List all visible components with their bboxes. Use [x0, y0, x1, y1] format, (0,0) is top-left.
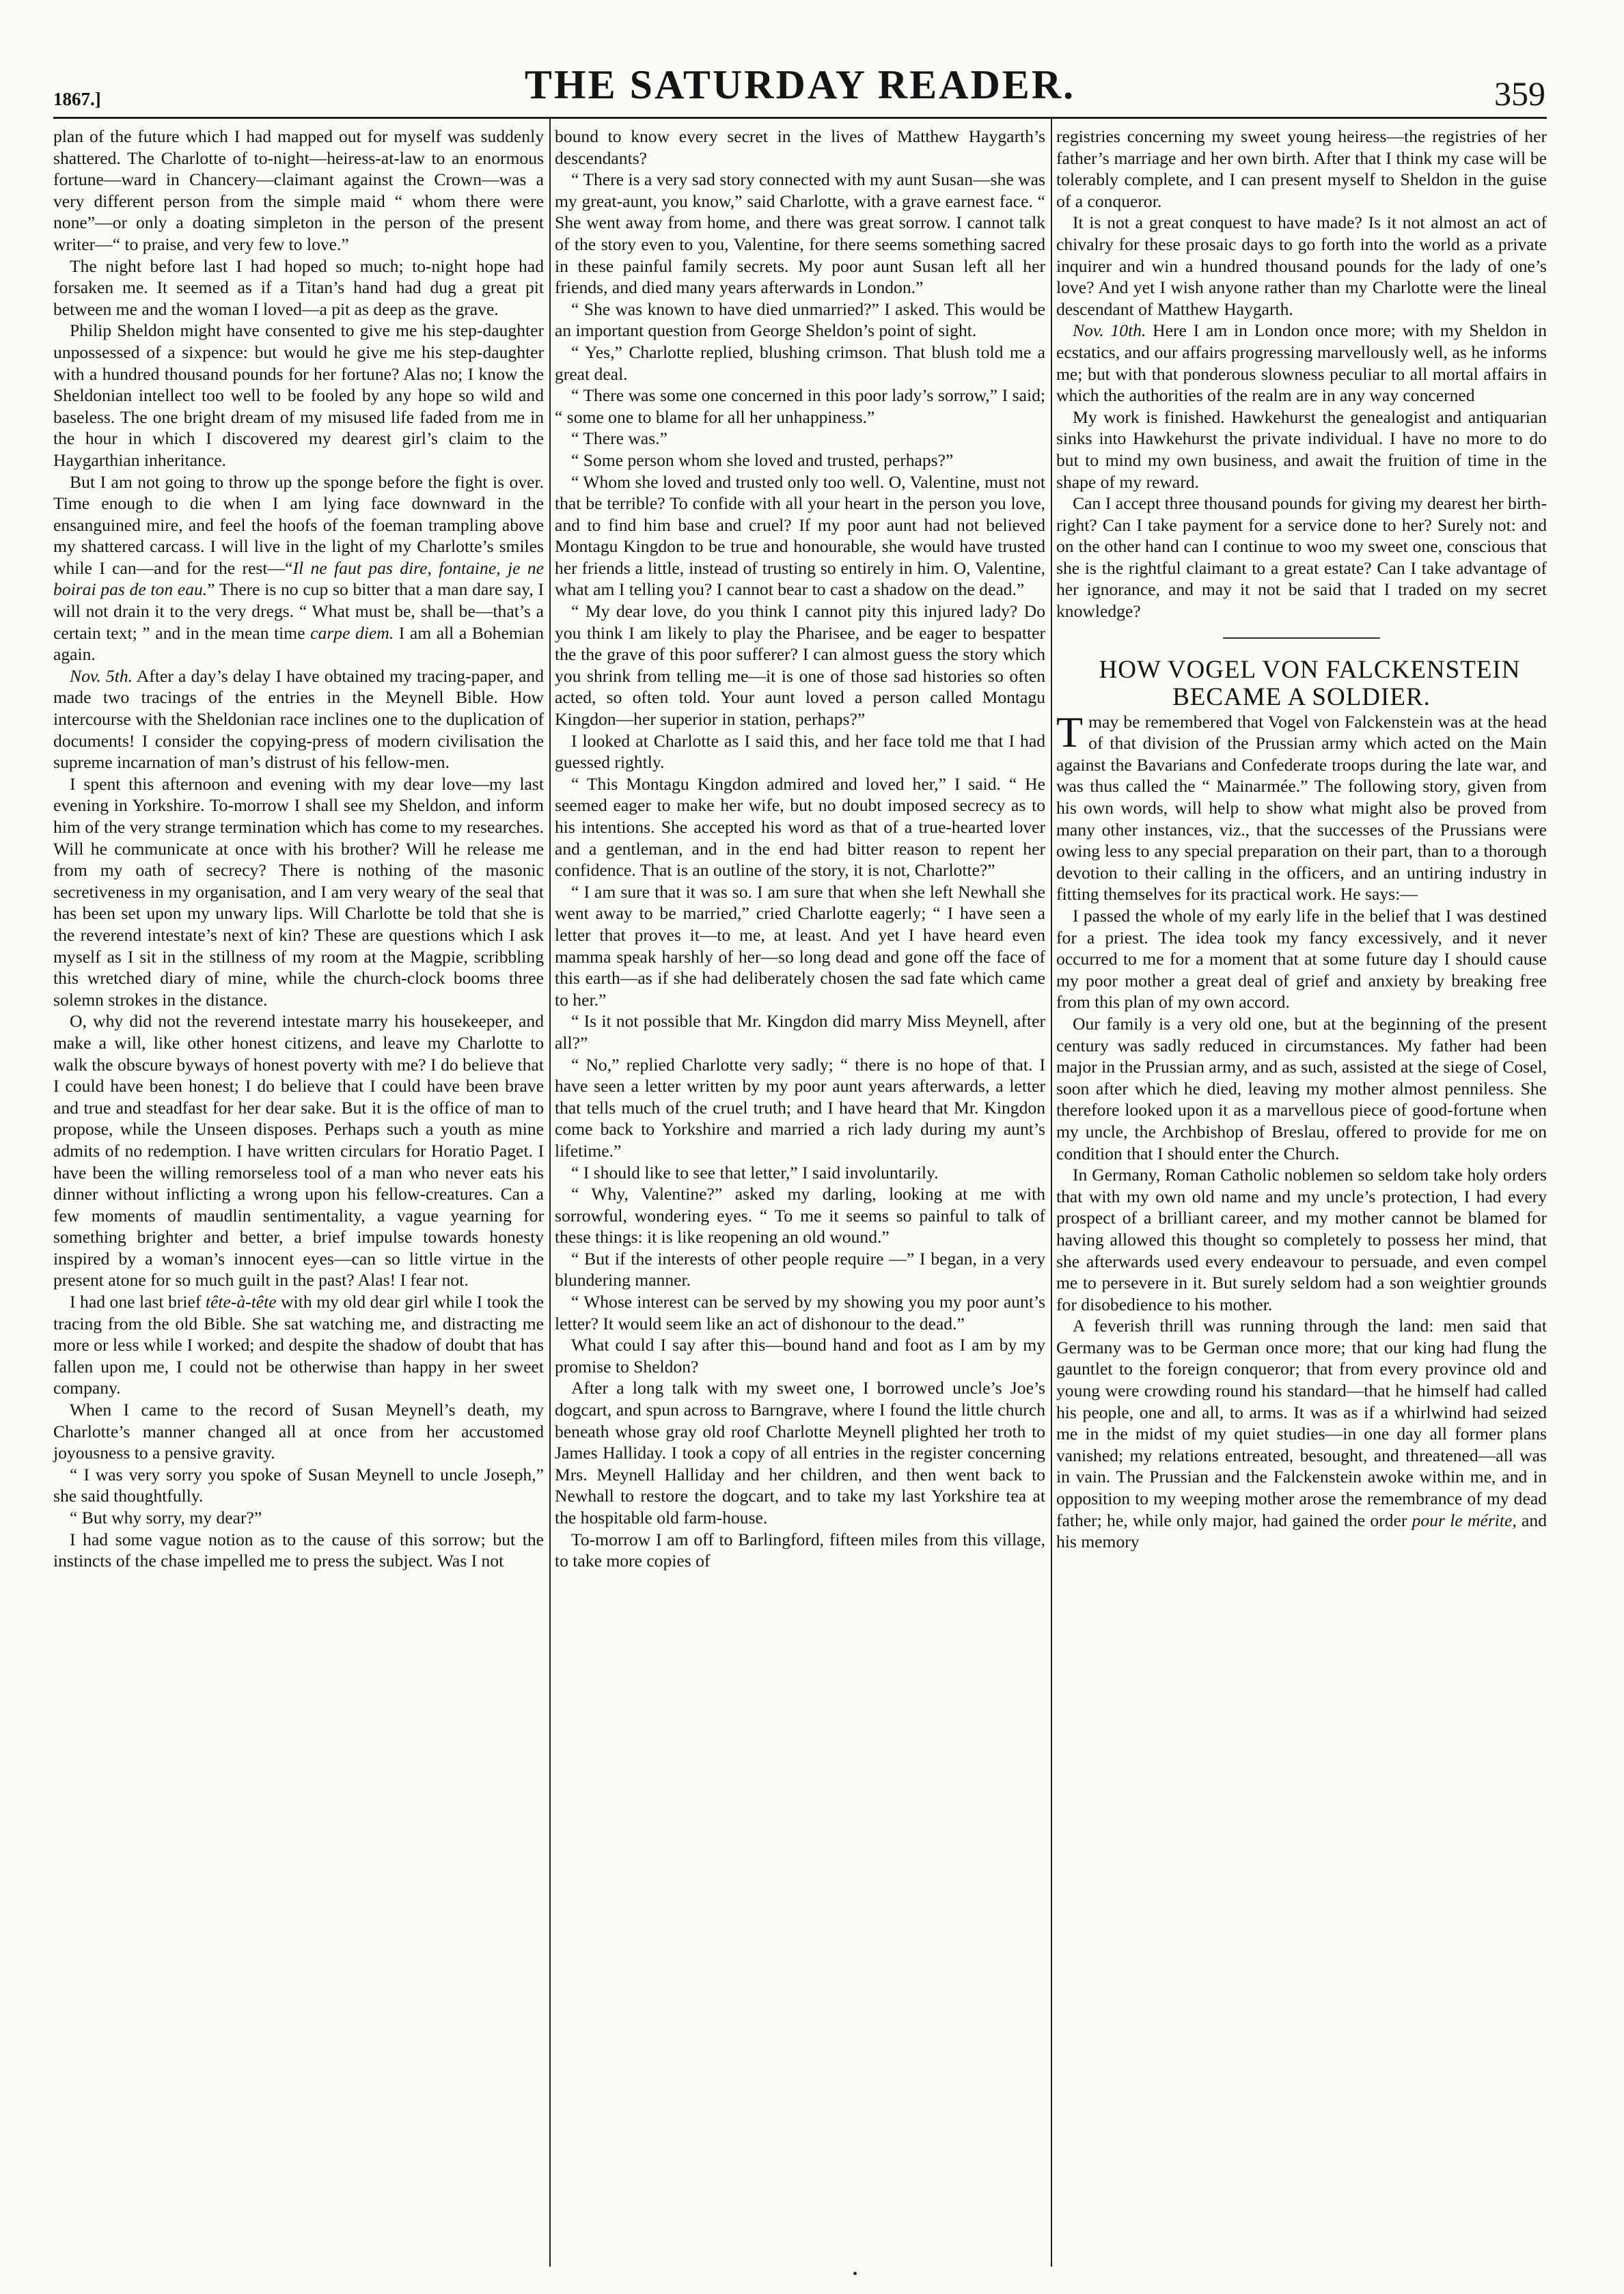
french-phrase: tête-à-tête	[205, 1292, 277, 1312]
paragraph: O, why did not the reverend intestate marry his housekeeper, and make a will, like other honest citizens, and leave my Charlotte to walk the obscure byways of honest poverty with me? I do believe that I could have been honest; I do believe that I could have been brave and true and steadfast for her dear sake. But it is the office of man to propose, while the Unseen disposes. Perhaps such a youth as mine admits of no redemption. I have written circulars for Horatio Paget. I have been the willing remorseless tool of a man who never eats his dinner without inflicting a wrong upon his fellow-creatures. Can a few moments of maudlin sentimentality, a vague yearning for something brighter and better, a brief impulse towards honesty inspired by a woman’s innocent eyes—can so little virtue in the present atone for so much guilt in the past? Alas! I fear not.	[53, 1011, 544, 1290]
diary-date: Nov. 5th.	[70, 665, 133, 686]
paragraph: Our family is a very old one, but at the beginning of the present century was sadly reduced in circumstances. My father had been major in the Prussian army, and as such, assisted at the siege of Cosel, soon after which he died, leaving my mother almost penniless. She therefore looked upon it as a marvellous piece of good-fortune when my uncle, the Archbishop of Breslau, offered to provide for me on condition that I should enter the Church.	[1056, 1013, 1547, 1163]
paragraph: The night before last I had hoped so much; to-night hope had forsaken me. It seemed as if a Titan’s hand had dug a great pit between me and the woman I loved—a pit as deep as the grave.	[53, 255, 544, 319]
article-lead-paragraph	[1056, 707, 1547, 905]
paragraph: registries concerning my sweet young heiress—the registries of her father’s marriage and her own birth. After that I think my case will be tolerably complete, and I can present myself to Sheldon in the guise of a conqueror.	[1056, 126, 1547, 211]
paragraph: bound to know every secret in the lives of Matthew Haygarth’s descendants?	[555, 126, 1045, 168]
paragraph: “ She was known to have died unmarried?” I asked. This would be an important question from George Sheldon’s point of sight.	[555, 299, 1045, 341]
paragraph	[53, 1291, 544, 1399]
paragraph	[53, 471, 544, 665]
paragraph: When I came to the record of Susan Meynell’s death, my Charlotte’s manner changed all at once from her accustomed joyousness to a pensive gravity.	[53, 1400, 544, 1463]
paragraph: plan of the future which I had mapped out for myself was suddenly shattered. The Charlotte of to-night—heiress-at-law to an enormous fortune—ward in Chancery—claimant against the Crown—was a very different person from the simple maid “ whom there were none”—or only a doating simpleton in the person of the present writer—“ to praise, and very few to love.”	[53, 126, 544, 254]
text-run: may be remembered that Vogel von Falckenstein was at the head of that division of the Prussian army which acted on the Main against the Bavarians and Confederate troops during the late war, and was thus called the “ Mainarmée.” The following story, given from his own words, will help to show what might also be proved from many other instances, viz., that the successes of the Prussians were owing less to any special preparation on their part, than to a thorough devotion to their calling in the officers, and an untiring industry in fitting themselves for its practical work. He says:—	[1056, 711, 1547, 904]
article-separator	[1223, 637, 1380, 639]
text-run: ” There is no cup so bitter that a man dare say, I will not drain it to the very dregs. “ What must be, shall be—that’s a certain text; ” and in the mean time	[53, 579, 544, 643]
text-run: Here I am in London once more; with my Sheldon in ecstatics, and our affairs progressing marvellously well, as he informs me; but with that ponderous slowness peculiar to all mortal affairs in which the authorities of the realm are in any way concerned	[1056, 320, 1547, 406]
text-run: A feverish thrill was running through the land: men said that Germany was to be German once more; that our king had flung the gauntlet to the foreign conqueror; that from every province old and young were crowding round his standard—that he himself had called his people, one and all, to arms. It was as if a whirlwind had seized me in the midst of my quiet studies—in one day all former plans vanished; my relations entreated, besought, and threatened—all was in vain. The Prussian and the Falckenstein awoke within me, and in opposition to my weeping mother arose the remembrance of my dead father; he, while only major, had gained the order	[1056, 1316, 1547, 1530]
text-run: After a day’s delay I have obtained my tracing-paper, and made two tracings of the entries in the Meynell Bible. How intercourse with the Sheldonian race inclines one to the duplication of documents! I consider the copying-press of modern civilisation the supreme incarnation of man’s distrust of his fellow-men.	[53, 665, 544, 773]
column-divider	[549, 119, 551, 2267]
paragraph: “ There was.”	[571, 428, 668, 449]
text-run: I am all a Bohemian again.	[53, 622, 544, 665]
masthead-title: THE SATURDAY READER.	[524, 62, 1076, 107]
drop-cap: T	[1056, 707, 1084, 756]
paragraph: “ But if the interests of other people require —” I began, in a very blundering manner.	[555, 1248, 1045, 1290]
footer-mark: •	[853, 2267, 858, 2282]
column-divider	[1051, 119, 1052, 2267]
paragraph: It is not a great conquest to have made? Is it not almost an act of chivalry for these prosaic days to go forth into the world as a private inquirer and win a hundred thousand pounds for the lady of one’s love? And yet I wish anyone rather than my Charlotte were the lineal descendant of Matthew Haygarth.	[1056, 212, 1547, 319]
header-rule	[53, 117, 1547, 119]
paragraph: “ I was very sorry you spoke of Susan Meynell to uncle Joseph,” she said thoughtfully.	[53, 1464, 544, 1506]
paragraph: To-morrow I am off to Barlingford, fifteen miles from this village, to take more copies of	[555, 1529, 1045, 1571]
issue-year: 1867.]	[53, 89, 101, 109]
paragraph: I passed the whole of my early life in the belief that I was destined for a priest. The idea took my fancy excessively, and it never occurred to me for a moment that at some future day I should cause my poor mother a great deal of grief and anxiety by breaking free from this plan of my own accord.	[1056, 906, 1547, 1012]
paragraph: Philip Sheldon might have consented to give me his step-daughter unpossessed of a sixpence: but would he give me his step-daughter with a hundred thousand pounds for her fortune? Alas no; I know the Sheldonian intellect too well to be fooled by any hope so wild and baseless. The one bright dream of my misused life faded from me in the hour in which I discovered my dearest girl’s claim to the Haygarthian inheritance.	[53, 320, 544, 470]
newspaper-page	[53, 0, 1547, 2294]
paragraph: “ There is a very sad story connected with my aunt Susan—she was my great-aunt, you know,” said Charlotte, with a grave earnest face. “ She went away from home, and there was great sorrow. I cannot talk of the story even to you, Valentine, for there seems something sacred in these painful family secrets. My poor aunt Susan left all her friends, and died many years afterwards in London.”	[555, 169, 1045, 298]
text-run: I had one last brief	[70, 1292, 206, 1312]
order-name: pour le mérite,	[1412, 1510, 1517, 1530]
paragraph	[1056, 1315, 1547, 1553]
paragraph: I spent this afternoon and evening with my dear love—my last evening in Yorkshire. To-morrow I shall see my Sheldon, and inform him of the very strange termination which has come to my researches. Will he communicate at once with his brother? Will he release me from my oath of secrecy? There is nothing of the masonic secretiveness in my organisation, and I am very weary of the seal that has been set upon my unwary lips. Will Charlotte be told that she is the reverend intestate’s next of kin? These are questions which I ask myself as I sit in the stillness of my room at the Magpie, scribbling this wretched diary of mine, while the church-clock booms three solemn strokes in the distance.	[53, 773, 544, 1010]
paragraph: After a long talk with my sweet one, I borrowed uncle’s Joe’s dogcart, and spun across to Barngrave, where I found the little church beneath whose gray old roof Charlotte Meynell plighted her troth to James Halliday. I took a copy of all entries in the register concerning Mrs. Meynell Halliday and her children, and then went back to Newhall to restore the dogcart, and to take my last Yorkshire tea at the hospitable old farm-house.	[555, 1378, 1045, 1528]
diary-entry	[1056, 320, 1547, 406]
diary-date: Nov. 10th.	[1073, 320, 1146, 341]
text-run: But I am not going to throw up the sponge before the fight is over. Time enough to die when I am lying face downward in the ensanguined mire, and feel the hoofs of the foeman trampling above my shattered carcass. I will live in the light of my Charlotte’s smiles while I can—and for the rest—“	[53, 471, 544, 578]
page-header	[53, 52, 1547, 118]
paragraph: “ But why sorry, my dear?”	[70, 1508, 262, 1528]
paragraph: “ There was some one concerned in this poor lady’s sorrow,” I said; “ some one to blame for all her unhappiness.”	[555, 385, 1045, 427]
column-2	[555, 126, 1045, 1572]
paragraph: What could I say after this—bound hand and foot as I am by my promise to Sheldon?	[555, 1335, 1045, 1377]
paragraph: “ Whom she loved and trusted only too well. O, Valentine, must not that be terrible? To confide with all your heart in the person you love, and to find him base and cruel? If my poor aunt had not believed Montagu Kingdon to be true and honourable, she would have trusted her friends a little, instead of trusting so entirely in him. O, Valentine, what am I telling you? I cannot bear to cast a shadow on the dead.”	[555, 471, 1045, 600]
paragraph: “ Yes,” Charlotte replied, blushing crimson. That blush told me a great deal.	[555, 342, 1045, 384]
paragraph: I looked at Charlotte as I said this, and her face told me that I had guessed rightly.	[555, 730, 1045, 773]
paragraph: My work is finished. Hawkehurst the genealogist and antiquarian sinks into Hawkehurst the private individual. I have no more to do but to mind my own business, and await the fruition of time in the shape of my reward.	[1056, 406, 1547, 492]
paragraph: “ This Montagu Kingdon admired and loved her,” I said. “ He seemed eager to make her wife, but no doubt imposed secrecy as to his intentions. She accepted his word as that of a true-hearted lover and a gentleman, and in the end had bitter reason to repent her confidence. That is an outline of the story, it is not, Charlotte?”	[555, 773, 1045, 881]
paragraph: “ Why, Valentine?” asked my darling, looking at me with sorrowful, wondering eyes. “ To me it seems so painful to talk of these things: it is like reopening an old wound.”	[555, 1184, 1045, 1247]
paragraph: “ I am sure that it was so. I am sure that when she left Newhall she went away to be married,” cried Charlotte eagerly; “ I have seen a letter that proves it—to me, at least. And yet I have heard even mamma speak harshly of her—so long dead and gone off the face of this earth—as if she had deliberately chosen the sad fate which came to her.”	[555, 881, 1045, 1010]
paragraph: “ My dear love, do you think I cannot pity this injured lady? Do you think I am likely to play the Pharisee, and be eager to bespatter the the grave of this poor sufferer? I can almost guess the story which you shrink from telling me—it is one of those sad histories so often acted, so often told. Your aunt loved a person called Montagu Kingdon—her superior in station, perhaps?”	[555, 601, 1045, 730]
paragraph: In Germany, Roman Catholic noblemen so seldom take holy orders that with my own old name and my uncle’s protection, I had every prospect of a brilliant career, and my mother cannot be blamed for having allowed this thought so completely to possess her mind, that she afterwards used every endeavour to persuade, and even compel me to persevere in it. But surely seldom had a son weightier grounds for disobedience to his mother.	[1056, 1165, 1547, 1314]
diary-entry	[53, 665, 544, 773]
column-1	[53, 126, 544, 1572]
article-title: HOW VOGEL VON FALCKENSTEIN BECAME A SOLDIER.	[1099, 655, 1521, 711]
paragraph: “ Whose interest can be served by my showing you my poor aunt’s letter? It would seem like an act of dishonour to the dead.”	[555, 1292, 1045, 1333]
column-3	[1056, 126, 1547, 1553]
text-run: with my old dear girl while I took the tracing from the old Bible. She sat watching me, and distracting me more or less while I worked; and despite the shadow of doubt that has fallen upon me, I could not be otherwise than happy in her sweet company.	[53, 1292, 544, 1398]
text-run: and his memory	[1056, 1510, 1547, 1552]
latin-phrase: carpe diem.	[310, 622, 394, 643]
paragraph: “ I should like to see that letter,” I said involuntarily.	[571, 1162, 939, 1183]
french-quote: Il ne faut pas dire, fontaine, je ne boirai pas de ton eau.	[53, 557, 544, 600]
paragraph: I had some vague notion as to the cause of this sorrow; but the instincts of the chase impelled me to press the subject. Was I not	[53, 1529, 544, 1571]
paragraph: “ Some person whom she loved and trusted, perhaps?”	[571, 450, 954, 470]
paragraph: Can I accept three thousand pounds for giving my dearest her birth-right? Can I take payment for a service done to her? Surely not: and on the other hand can I continue to woo my sweet one, conscious that she is the rightful claimant to a great estate? Can I take advantage of her ignorance, and may it not be said that I traded on my secret knowledge?	[1056, 493, 1547, 622]
page-number: 359	[1494, 74, 1545, 113]
paragraph: “ Is it not possible that Mr. Kingdon did marry Miss Meynell, after all?”	[555, 1011, 1045, 1053]
paragraph: “ No,” replied Charlotte very sadly; “ there is no hope of that. I have seen a letter written by my poor aunt years afterwards, a letter that tells much of the cruel truth; and I have heard that Mr. Kingdon come back to Yorkshire and married a rich lady during my aunt’s lifetime.”	[555, 1054, 1045, 1161]
